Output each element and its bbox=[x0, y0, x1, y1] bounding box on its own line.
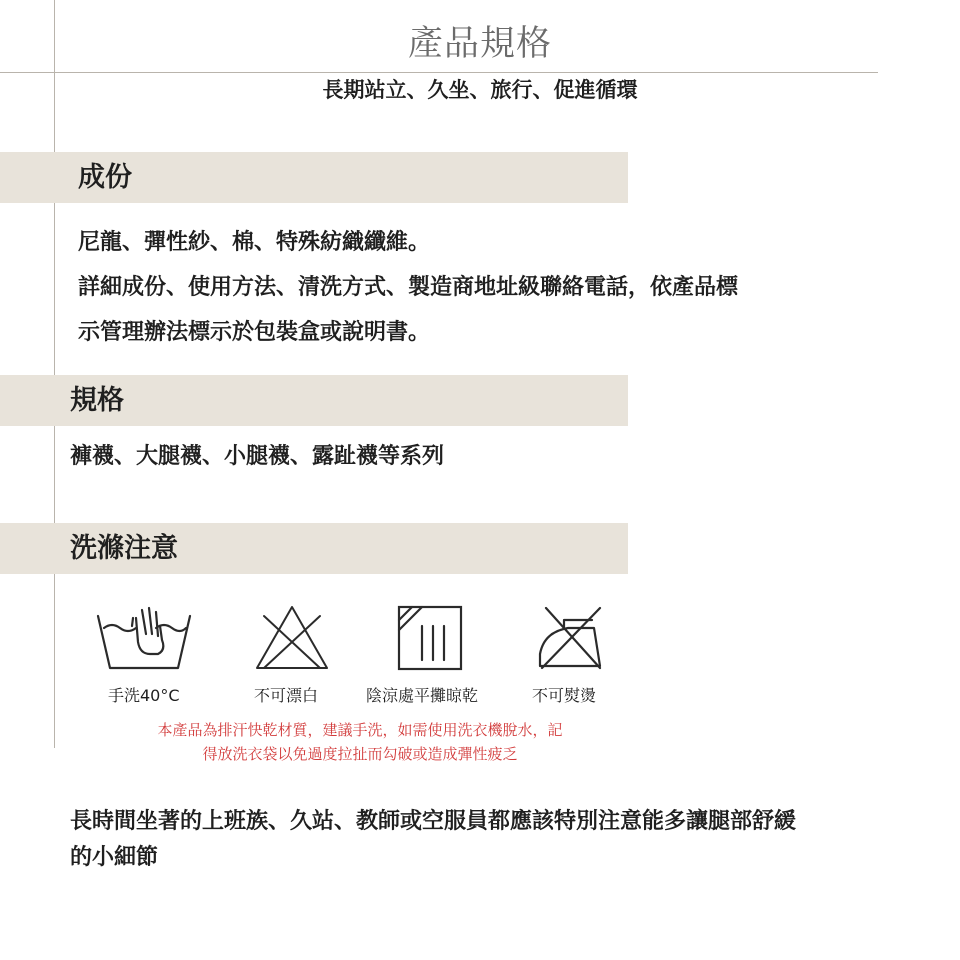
page-subtitle: 長期站立、久坐、旅行、促進循環 bbox=[322, 78, 638, 102]
composition-text bbox=[78, 220, 738, 355]
section-heading-composition: 成份 bbox=[78, 162, 132, 193]
care-warning-line: 本產品為排汗快乾材質，建議手洗，如需使用洗衣機脫水，記 bbox=[157, 721, 563, 739]
composition-line: 示管理辦法標示於包裝盒或說明書。 bbox=[78, 320, 431, 345]
section-band-care bbox=[0, 523, 628, 574]
section-band-composition bbox=[0, 152, 628, 203]
no-bleach-icon bbox=[254, 604, 330, 672]
footer-line: 的小細節 bbox=[70, 845, 159, 870]
care-label-hand-wash: 手洗40°C bbox=[108, 686, 180, 705]
care-label-no-bleach: 不可漂白 bbox=[254, 686, 319, 705]
care-label-no-iron: 不可熨燙 bbox=[532, 686, 597, 705]
section-heading-specs: 規格 bbox=[70, 385, 124, 416]
no-iron-icon bbox=[534, 604, 606, 672]
specs-text bbox=[70, 440, 444, 474]
footer-line: 長時間坐著的上班族、久站、教師或空服員都應該特別注意能多讓腿部舒緩 bbox=[70, 809, 797, 834]
section-heading-care: 洗滌注意 bbox=[70, 533, 178, 564]
vertical-rule bbox=[54, 0, 55, 748]
footer-note bbox=[70, 804, 796, 876]
care-warning-line: 得放洗衣袋以免過度拉扯而勾破或造成彈性疲乏 bbox=[202, 745, 518, 763]
section-band-specs bbox=[0, 375, 628, 426]
care-warning bbox=[0, 718, 720, 766]
composition-line: 詳細成份、使用方法、清洗方式、製造商地址級聯絡電話，依產品標 bbox=[78, 275, 739, 300]
care-label-dry-flat: 陰涼處平攤晾乾 bbox=[366, 686, 479, 705]
hand-wash-icon bbox=[96, 604, 192, 672]
header-rule bbox=[0, 72, 878, 73]
composition-line: 尼龍、彈性紗、棉、特殊紡織纖維。 bbox=[78, 230, 431, 255]
dry-flat-shade-icon bbox=[396, 604, 464, 672]
specs-line: 褲襪、大腿襪、小腿襪、露趾襪等系列 bbox=[70, 444, 445, 469]
page-title: 產品規格 bbox=[407, 24, 552, 64]
